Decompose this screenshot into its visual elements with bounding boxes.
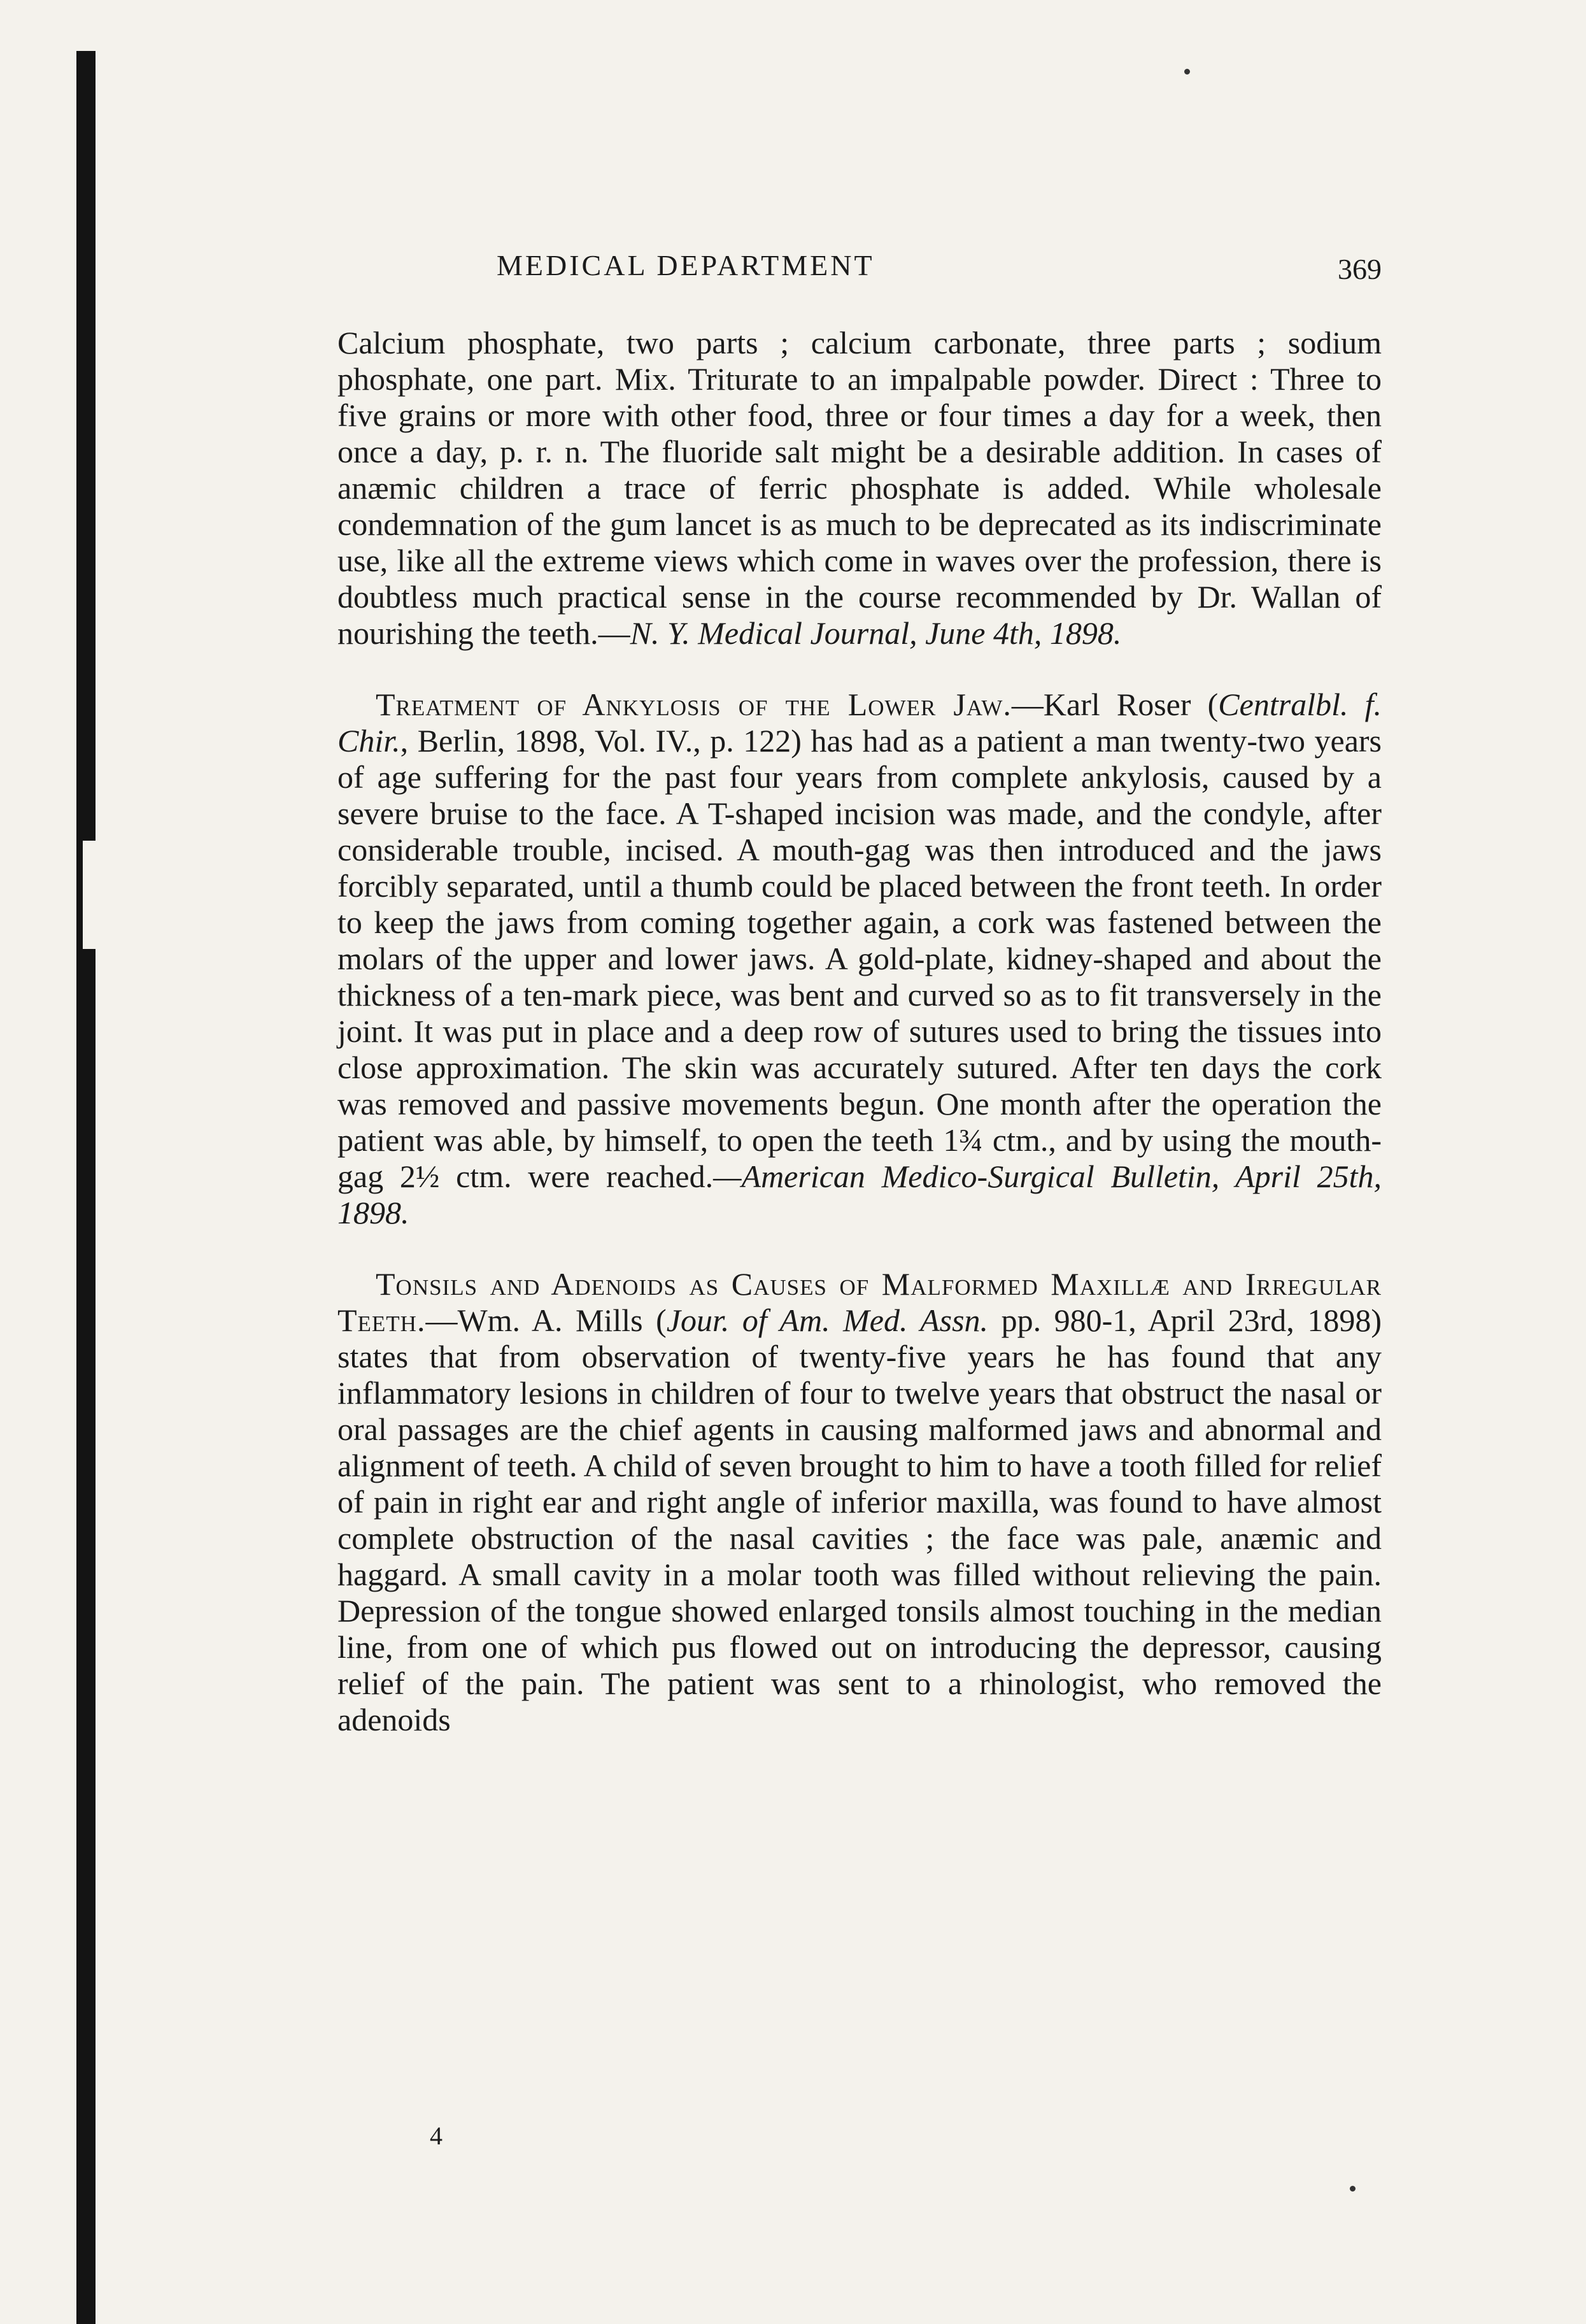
- binding-edge-gap: [83, 841, 96, 949]
- heading-ankylosis: Treatment of Ankylosis of the Lower Jaw.: [376, 687, 1012, 722]
- ankylosis-citation: —American Medico-Surgical Bulletin, April 25th, 1898.: [337, 1158, 1382, 1230]
- page-number: 369: [1338, 253, 1382, 285]
- ankylosis-body: , Berlin, 1898, Vol. IV., p. 122) has had as a patient a man twenty-two years of age suffering for the past four years from complete ankylosis, caused by a severe bruise to the face. A T-shaped incision was made, and the condyle, after considerable trouble, incised. A mouth-gag was then introduced and the jaws forcibly separated, until a thumb could be placed between the front teeth. In order to keep the jaws from coming together again, a cork was fastened between the molars of the upper and lower jaws. A gold-plate, kidney-shaped and about the thickness of a ten-mark piece, was bent and curved so as to fit transversely in the joint. It was put in place and a deep row of sutures used to bring the tissues into close approximation. The skin was accurately sutured. After ten days the cork was removed and passive movements begun. One month after the operation the patient was able, by himself, to open the teeth 1¾ ctm., and by using the mouth-gag 2½ ctm. were reached.: [337, 723, 1382, 1194]
- running-header: [337, 248, 1382, 293]
- ankylosis-lead: —Karl Roser (: [1011, 687, 1219, 722]
- tonsils-source: Jour. of Am. Med. Assn.: [666, 1302, 989, 1338]
- heading-tonsils: Tonsils and Adenoids as Causes of Malformed Maxillæ and Irregular Teeth.: [337, 1266, 1382, 1338]
- signature-mark: 4: [430, 2121, 443, 2150]
- speck-bottom: [1350, 2186, 1356, 2192]
- paragraph-tonsils: [337, 1266, 1382, 1738]
- running-title: MEDICAL DEPARTMENT: [497, 249, 875, 282]
- tonsils-lead: —Wm. A. Mills (: [425, 1302, 667, 1338]
- speck-top: [1184, 69, 1190, 75]
- ankylosis-source: Centralbl. f. Chir.: [337, 687, 1382, 759]
- paragraph-calcium-citation: N. Y. Medical Journal, June 4th, 1898.: [630, 615, 1122, 651]
- binding-edge: [76, 51, 96, 2324]
- paragraph-calcium-text: Calcium phosphate, two parts ; calcium carbonate, three parts ; sodium phosphate, one part. Mix. Triturate to an impalpable powder. Direct : Three to five grains or more with other food, three or four times a day for a week, then once a day, p. r. n. The fluoride salt might be a desirable addition. In cases of anæmic children a trace of ferric phosphate is added. While wholesale condemnation of the gum lancet is as much to be deprecated as its indiscriminate use, like all the extreme views which come in waves over the profession, there is doubtless much practical sense in the course recommended by Dr. Wallan of nourishing the teeth.—: [337, 325, 1382, 651]
- page-body: [337, 325, 1382, 1738]
- tonsils-body: pp. 980-1, April 23rd, 1898) states that from observation of twenty-five years he has found that any inflammatory lesions in children of four to twelve years that obstruct the nasal or oral passages are the chief agents in causing malformed jaws and abnormal and alignment of teeth. A child of seven brought to him to have a tooth filled for relief of pain in right ear and right angle of inferior maxilla, was found to have almost complete obstruction of the nasal cavities ; the face was pale, anæmic and haggard. A small cavity in a molar tooth was filled without relieving the pain. Depression of the tongue showed enlarged tonsils almost touching in the median line, from one of which pus flowed out on introducing the depressor, causing relief of the pain. The patient was sent to a rhinologist, who removed the adenoids: [337, 1302, 1382, 1737]
- paragraph-calcium: [337, 325, 1382, 652]
- paragraph-ankylosis: [337, 687, 1382, 1231]
